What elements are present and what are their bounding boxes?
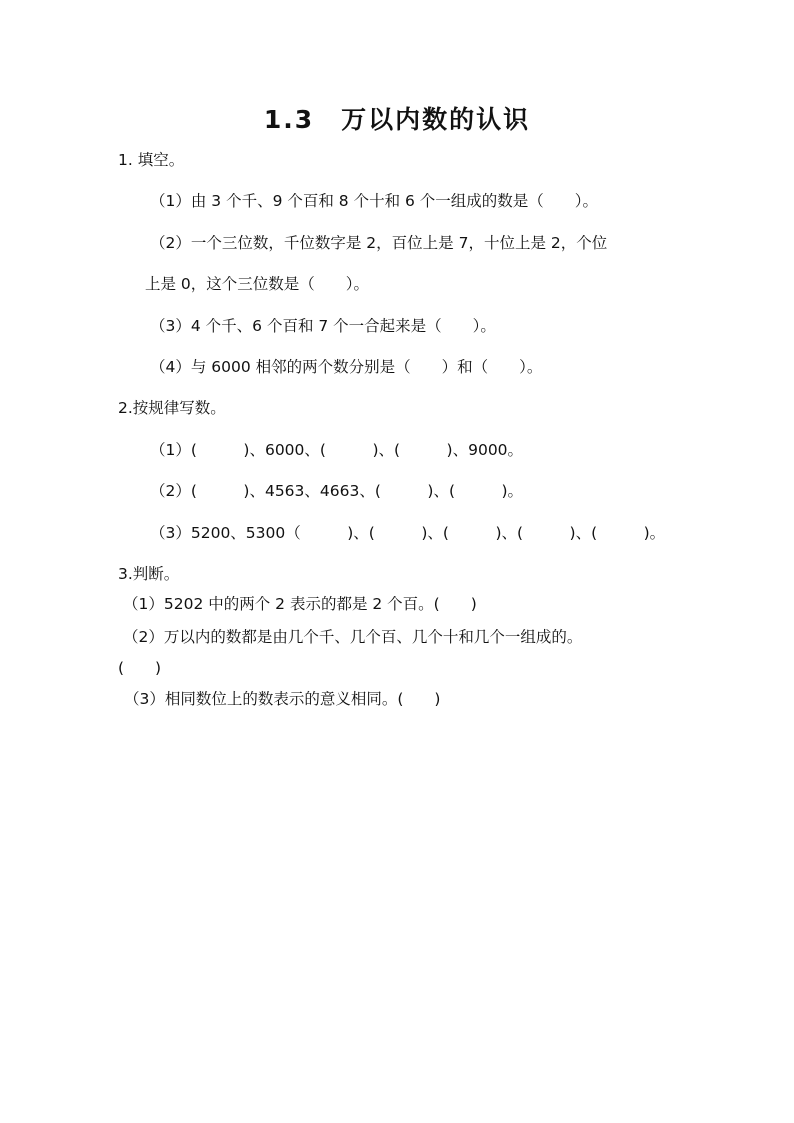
page-title: 1.3 万以内数的认识	[263, 105, 531, 134]
question-item: （1）5202 中的两个 2 表示的都是 2 个百。( )	[123, 595, 477, 613]
section-heading-pattern: 2.按规律写数。	[118, 399, 226, 417]
question-item: （4）与 6000 相邻的两个数分别是（ ）和（ ）。	[150, 358, 543, 376]
question-item: （3）5200、5300（ )、( )、( )、( )、( )。	[150, 524, 666, 542]
question-item-continuation: ( )	[118, 659, 162, 677]
question-item: （2）( )、4563、4663、( )、( )。	[150, 482, 524, 500]
question-item: （2）万以内的数都是由几个千、几个百、几个十和几个一组成的。	[123, 628, 583, 646]
section-heading-judge: 3.判断。	[118, 565, 180, 583]
question-item-continuation: 上是 0，这个三位数是（ ）。	[145, 275, 370, 293]
question-item: （3）4 个千、6 个百和 7 个一合起来是（ ）。	[150, 317, 496, 335]
question-item: （1）由 3 个千、9 个百和 8 个十和 6 个一组成的数是（ ）。	[150, 192, 599, 210]
section-heading-fill-blank: 1. 填空。	[118, 151, 185, 169]
question-item: （3）相同数位上的数表示的意义相同。( )	[124, 690, 441, 708]
question-item: （1）( )、6000、( )、( )、9000。	[150, 441, 524, 459]
question-item: （2）一个三位数，千位数字是 2，百位上是 7，十位上是 2，个位	[150, 234, 608, 252]
